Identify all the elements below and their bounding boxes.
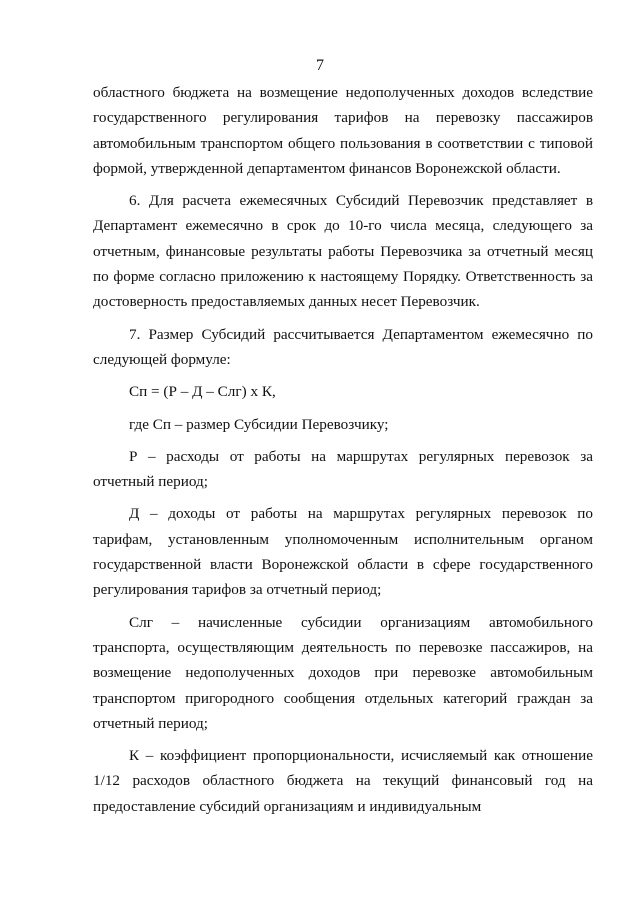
definition-d: Д – доходы от работы на маршрутах регулярных перевозок по тарифам, установленным уполномоченным исполнительным органом государственной власти Воронежской области в сфере государственного регулирования тарифов за отчетный период; [93,505,593,599]
document-body [93,80,593,826]
definition-k: К – коэффициент пропорциональности, исчисляемый как отношение 1/12 расходов областного бюджета на текущий финансовый год на предоставление субсидий организациям и индивидуальным [93,747,593,815]
subsidy-formula: Сп = (Р – Д – Слг) х К, [129,383,276,401]
definition-r: Р – расходы от работы на маршрутах регулярных перевозок за отчетный период; [93,447,593,491]
page-number: 7 [316,57,324,74]
paragraph-item-7: 7. Размер Субсидий рассчитывается Департаментом ежемесячно по следующей формуле: [93,325,593,368]
definition-sp: где Сп – размер Субсидии Перевозчику; [129,415,389,433]
paragraph-continuation: областного бюджета на возмещение недополученных доходов вследствие государственного регулирования тарифов на перевозку пассажиров автомобильным транспортом общего пользования в соответствии с типовой формой, утвержденной департаментом финансов Воронежской области. [93,84,593,177]
definition-slg: Слг – начисленные субсидии организациям автомобильного транспорта, осуществляющим деятельность по перевозке пассажиров, на возмещение недополученных доходов при перевозке автомобильным транспортом пригородного сообщения отдельных категорий граждан за отчетный период; [93,613,593,732]
paragraph-item-6: 6. Для расчета ежемесячных Субсидий Перевозчик представляет в Департамент ежемесячно в срок до 10-го числа месяца, следующего за отчетным, финансовые результаты работы Перевозчика за отчетный месяц по форме согласно приложению к настоящему Порядку. Ответственность за достоверность предоставляемых данных несет Перевозчик. [93,192,593,311]
